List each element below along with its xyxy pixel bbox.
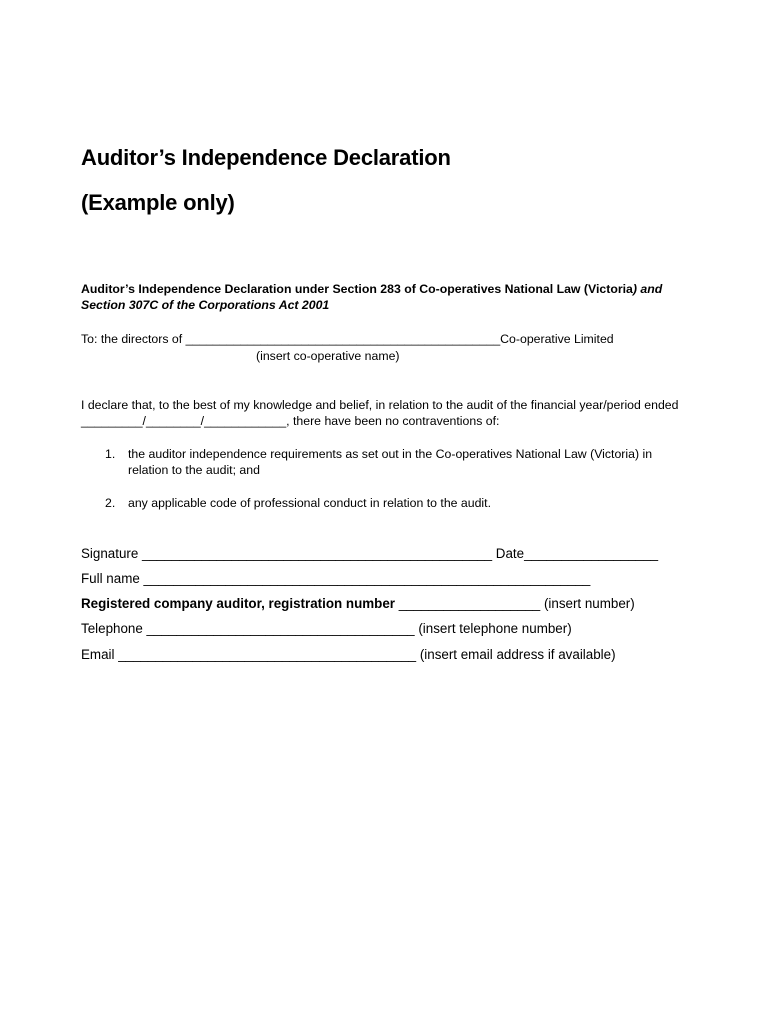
intro-text-part2: ) and Section 307C of the xyxy=(81,282,663,312)
telephone-field: Telephone ____________________________________ (insert telephone number) xyxy=(81,621,572,636)
registration-label: Registered company auditor, registration number xyxy=(81,596,395,611)
email-field: Email ________________________________________ (insert email address if available) xyxy=(81,647,616,662)
document-subtitle: (Example only) xyxy=(81,190,235,215)
list-item xyxy=(81,495,691,511)
document-title: Auditor’s Independence Declaration xyxy=(81,145,451,170)
registration-blank: ___________________ (insert number) xyxy=(395,596,635,611)
list-item xyxy=(81,446,691,478)
contravention-list-item-1 xyxy=(81,446,691,478)
list-item-text: the auditor independence requirements as set out in the Co-operatives National Law (Victoria) in relation to the audit; and xyxy=(128,447,653,477)
contravention-list-item-2 xyxy=(81,495,691,511)
registration-number-field xyxy=(81,595,635,613)
intro-paragraph xyxy=(81,281,691,313)
to-directors-line: To: the directors of ______________________________________________Co-operative Limited xyxy=(81,332,614,346)
declaration-paragraph: I declare that, to the best of my knowledge and belief, in relation to the audit of the financial year/period ended _________/________/____________, there have been no contraventions of: xyxy=(81,398,679,428)
list-item-number: 2. xyxy=(105,496,116,510)
intro-act-name: Corporations Act 2001 xyxy=(198,298,330,312)
to-directors-hint: (insert co-operative name) xyxy=(256,349,400,363)
full-name-field: Full name ____________________________________________________________ xyxy=(81,571,591,586)
signature-date-field: Signature _______________________________________________ Date__________________ xyxy=(81,546,659,561)
list-item-text: any applicable code of professional conduct in relation to the audit. xyxy=(128,496,491,510)
list-item-number: 1. xyxy=(105,447,116,461)
intro-text-part1: Auditor’s Independence Declaration under Section 283 of Co-operatives National Law (Victoria xyxy=(81,282,633,296)
